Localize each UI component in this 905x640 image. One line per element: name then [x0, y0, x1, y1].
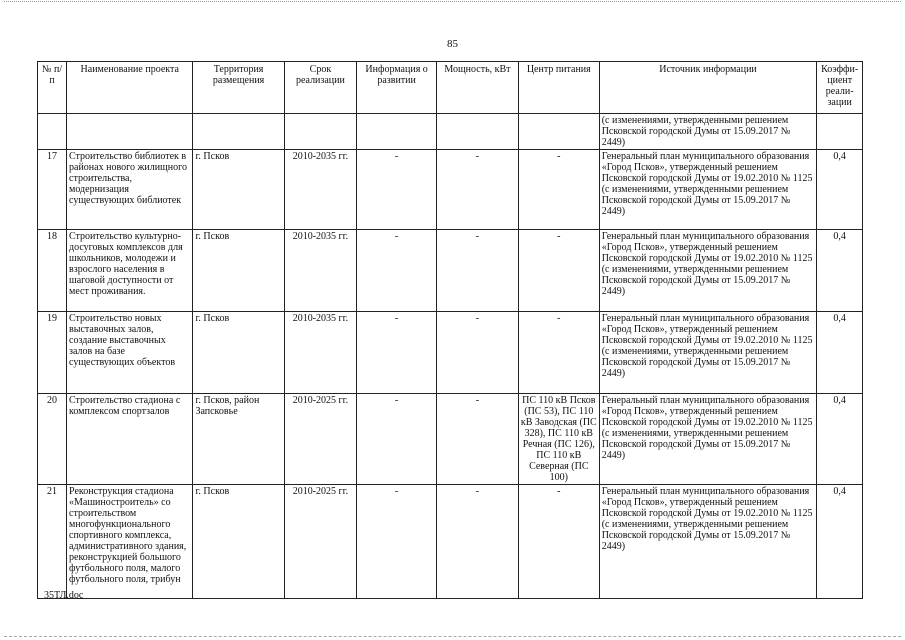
cell-coef: 0,4: [817, 150, 863, 230]
page-number: 85: [447, 38, 458, 50]
cell-name: Строительство новых выставочных залов, создание выставочных залов на базе существующих объектов: [67, 312, 193, 394]
cell-territory: [193, 114, 284, 150]
table-row-continuation: [38, 114, 863, 150]
cell-info: -: [357, 150, 437, 230]
cell-center: [518, 114, 599, 150]
scan-edge-bottom: [4, 636, 901, 637]
cell-power: -: [437, 485, 519, 599]
cell-num: 21: [38, 485, 67, 599]
table-row: [38, 150, 863, 230]
cell-center: ПС 110 кВ Псков (ПС 53), ПС 110 кВ Заводская (ПС 328), ПС 110 кВ Речная (ПС 126), ПС 110 кВ Северная (ПС 100): [518, 394, 599, 485]
cell-coef: [817, 114, 863, 150]
cell-power: [437, 114, 519, 150]
cell-source: (с изменениями, утвержденными решением Псковской городской Думы от 15.09.2017 № 2449): [599, 114, 817, 150]
cell-term: 2010-2035 гг.: [284, 230, 357, 312]
cell-power: -: [437, 150, 519, 230]
header-coef: Коэффи-циент реали-зации: [817, 62, 863, 114]
cell-term: 2010-2025 гг.: [284, 394, 357, 485]
cell-name: Реконструкция стадиона «Машиностроитель» со строительством многофункционального спортивного комплекса, административного здания, реконструкцией большого футбольного поля, малого футбольного поля, трибун: [67, 485, 193, 599]
cell-num: 17: [38, 150, 67, 230]
projects-table: [37, 61, 863, 599]
cell-info: -: [357, 394, 437, 485]
cell-power: -: [437, 394, 519, 485]
cell-info: -: [357, 485, 437, 599]
cell-power: -: [437, 312, 519, 394]
table-row: [38, 485, 863, 599]
cell-coef: 0,4: [817, 485, 863, 599]
table-header-row: [38, 62, 863, 114]
header-source: Источник информации: [599, 62, 817, 114]
header-num: № п/п: [38, 62, 67, 114]
cell-source: Генеральный план муниципального образования «Город Псков», утвержденный решением Псковской городской Думы от 19.02.2010 № 1125 (с изменениями, утвержденными решением Псковской городской Думы от 15.09.2017 № 2449): [599, 394, 817, 485]
footer-filename: 35ТЛ.doc: [44, 590, 84, 601]
cell-num: 20: [38, 394, 67, 485]
header-name: Наименование проекта: [67, 62, 193, 114]
cell-term: [284, 114, 357, 150]
cell-term: 2010-2025 гг.: [284, 485, 357, 599]
cell-center: -: [518, 485, 599, 599]
cell-center: -: [518, 312, 599, 394]
header-info: Информация о развитии: [357, 62, 437, 114]
table-row: [38, 312, 863, 394]
cell-name: Строительство стадиона с комплексом спортзалов: [67, 394, 193, 485]
scan-edge-top: [4, 1, 901, 2]
cell-name: Строительство культурно-досуговых комплексов для школьников, молодежи и взрослого населения в шаговой доступности от мест проживания.: [67, 230, 193, 312]
header-term: Срок реализации: [284, 62, 357, 114]
cell-name: Строительство библиотек в районах нового жилищного строительства, модернизация существующих библиотек: [67, 150, 193, 230]
cell-coef: 0,4: [817, 312, 863, 394]
cell-territory: г. Псков: [193, 485, 284, 599]
cell-source: Генеральный план муниципального образования «Город Псков», утвержденный решением Псковской городской Думы от 19.02.2010 № 1125 (с изменениями, утвержденными решением Псковской городской Думы от 15.09.2017 № 2449): [599, 312, 817, 394]
cell-term: 2010-2035 гг.: [284, 312, 357, 394]
cell-territory: г. Псков: [193, 312, 284, 394]
cell-name: [67, 114, 193, 150]
cell-coef: 0,4: [817, 394, 863, 485]
cell-territory: г. Псков, район Запсковье: [193, 394, 284, 485]
cell-center: -: [518, 230, 599, 312]
cell-coef: 0,4: [817, 230, 863, 312]
cell-center: -: [518, 150, 599, 230]
cell-source: Генеральный план муниципального образования «Город Псков», утвержденный решением Псковской городской Думы от 19.02.2010 № 1125 (с изменениями, утвержденными решением Псковской городской Думы от 15.09.2017 № 2449): [599, 485, 817, 599]
cell-territory: г. Псков: [193, 150, 284, 230]
cell-info: -: [357, 230, 437, 312]
cell-source: Генеральный план муниципального образования «Город Псков», утвержденный решением Псковской городской Думы от 19.02.2010 № 1125 (с изменениями, утвержденными решением Псковской городской Думы от 15.09.2017 № 2449): [599, 150, 817, 230]
cell-info: [357, 114, 437, 150]
table-row: [38, 230, 863, 312]
cell-term: 2010-2035 гг.: [284, 150, 357, 230]
cell-num: 18: [38, 230, 67, 312]
cell-power: -: [437, 230, 519, 312]
cell-num: 19: [38, 312, 67, 394]
header-center: Центр питания: [518, 62, 599, 114]
table-row: [38, 394, 863, 485]
cell-source: Генеральный план муниципального образования «Город Псков», утвержденный решением Псковской городской Думы от 19.02.2010 № 1125 (с изменениями, утвержденными решением Псковской городской Думы от 15.09.2017 № 2449): [599, 230, 817, 312]
cell-num: [38, 114, 67, 150]
header-power: Мощность, кВт: [437, 62, 519, 114]
header-territory: Территория размещения: [193, 62, 284, 114]
cell-territory: г. Псков: [193, 230, 284, 312]
cell-info: -: [357, 312, 437, 394]
